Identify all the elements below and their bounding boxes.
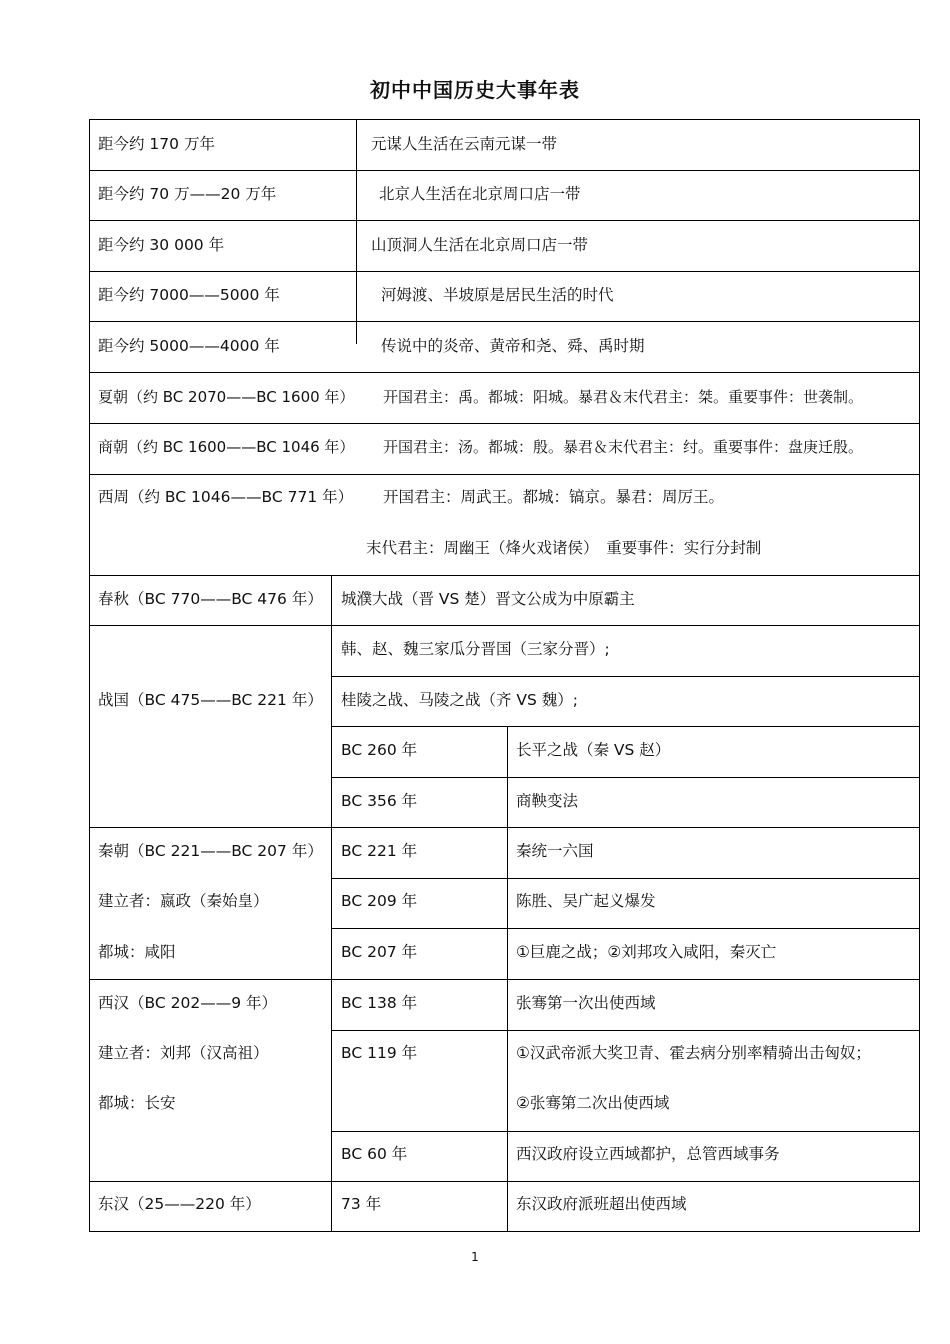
event-cell: 桂陵之战、马陵之战（齐 VS 魏）; xyxy=(341,691,579,709)
event-cell: ①汉武帝派大奖卫青、霍去病分别率精骑出击匈奴； xyxy=(516,1044,871,1062)
page-title: 初中中国历史大事年表 xyxy=(370,78,580,102)
year-cell: 73 年 xyxy=(341,1195,382,1213)
event-cell: 元谋人生活在云南元谋一带 xyxy=(371,135,558,153)
event-cell: 山顶洞人生活在北京周口店一带 xyxy=(371,236,589,254)
period-cell: 秦朝（BC 221——BC 207 年） xyxy=(98,842,323,860)
event-cell: 张骞第一次出使西域 xyxy=(516,994,656,1012)
year-cell: BC 260 年 xyxy=(341,741,418,759)
event-cell: 商鞅变法 xyxy=(516,792,579,810)
period-cell: 西周（约 BC 1046——BC 771 年） xyxy=(98,488,354,506)
event-cell: 开国君主：周武王。都城：镐京。暴君：周厉王。 xyxy=(383,488,725,506)
period-cell: 距今约 7000——5000 年 xyxy=(98,286,280,304)
year-cell: BC 138 年 xyxy=(341,994,418,1012)
founder-text: 建立者：刘邦（汉高祖） xyxy=(98,1044,269,1062)
event-cell: 西汉政府设立西域都护，总管西域事务 xyxy=(516,1145,780,1163)
period-cell: 距今约 30 000 年 xyxy=(98,236,225,254)
year-cell: BC 119 年 xyxy=(341,1044,418,1062)
event-cell: 传说中的炎帝、黄帝和尧、舜、禹时期 xyxy=(381,337,645,355)
period-cell: 春秋（BC 770——BC 476 年） xyxy=(98,590,323,608)
capital-text: 都城：咸阳 xyxy=(98,943,176,961)
event-cell: ②张骞第二次出使西域 xyxy=(516,1094,670,1112)
period-cell: 距今约 70 万——20 万年 xyxy=(98,185,277,203)
year-cell: BC 209 年 xyxy=(341,892,418,910)
event-cell: ①巨鹿之战；②刘邦攻入咸阳，秦灭亡 xyxy=(516,943,777,961)
period-cell: 夏朝（约 BC 2070——BC 1600 年） xyxy=(98,388,355,406)
event-cell: 长平之战（秦 VS 赵） xyxy=(516,741,671,759)
event-cell: 秦统一六国 xyxy=(516,842,594,860)
event-cell: 陈胜、吴广起义爆发 xyxy=(516,892,656,910)
event-cell: 城濮大战（晋 VS 楚）晋文公成为中原霸主 xyxy=(341,590,635,608)
event-cell: 末代君主：周幽王（烽火戏诸侯） 重要事件：实行分封制 xyxy=(366,539,762,557)
period-cell: 距今约 5000——4000 年 xyxy=(98,337,280,355)
period-cell: 西汉（BC 202——9 年） xyxy=(98,994,277,1012)
period-cell: 距今约 170 万年 xyxy=(98,135,215,153)
event-cell: 开国君主：汤。都城：殷。暴君＆末代君主：纣。重要事件：盘庚迁殷。 xyxy=(383,438,864,456)
period-cell: 东汉（25——220 年） xyxy=(98,1195,261,1213)
event-cell: 韩、赵、魏三家瓜分晋国（三家分晋）; xyxy=(341,640,610,658)
event-cell: 河姆渡、半坡原是居民生活的时代 xyxy=(381,286,614,304)
year-cell: BC 207 年 xyxy=(341,943,418,961)
event-cell: 北京人生活在北京周口店一带 xyxy=(379,185,581,203)
event-cell: 东汉政府派班超出使西域 xyxy=(516,1195,687,1213)
period-cell: 商朝（约 BC 1600——BC 1046 年） xyxy=(98,438,355,456)
period-cell: 战国（BC 475——BC 221 年） xyxy=(98,691,323,709)
founder-text: 建立者：嬴政（秦始皇） xyxy=(98,892,269,910)
capital-text: 都城：长安 xyxy=(98,1094,176,1112)
year-cell: BC 356 年 xyxy=(341,792,418,810)
event-cell: 开国君主：禹。都城：阳城。暴君＆末代君主：桀。重要事件：世袭制。 xyxy=(383,388,864,406)
year-cell: BC 221 年 xyxy=(341,842,418,860)
page-number: 1 xyxy=(471,1250,479,1264)
year-cell: BC 60 年 xyxy=(341,1145,408,1163)
